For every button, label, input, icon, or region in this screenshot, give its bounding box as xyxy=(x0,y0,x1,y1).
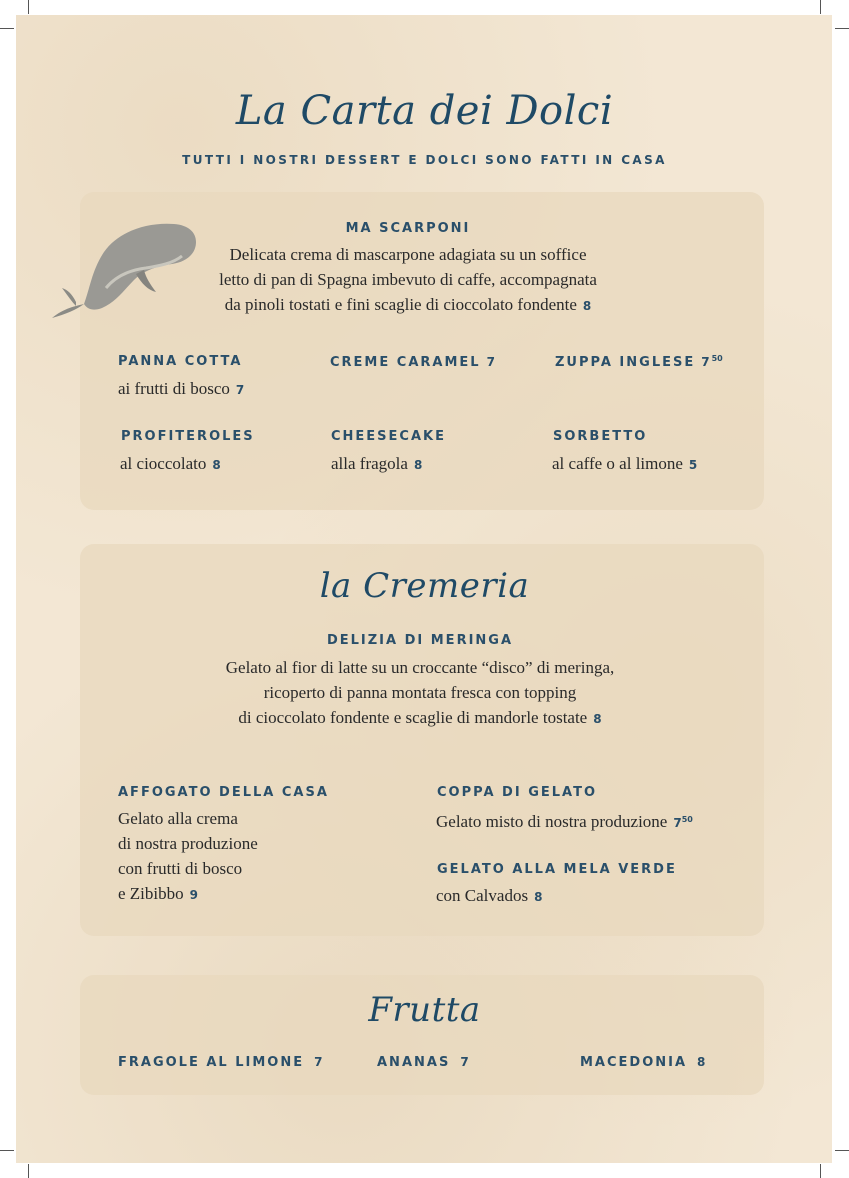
item-name xyxy=(580,1055,707,1070)
crop-mark xyxy=(28,0,29,14)
page-subtitle: TUTTI I NOSTRI DESSERT E DOLCI SONO FATTI IN CASA xyxy=(182,153,667,167)
price: 5 xyxy=(688,458,698,472)
price-cents: 50 xyxy=(711,354,723,363)
item-description: di nostra produzione xyxy=(118,834,258,853)
item-description xyxy=(118,376,244,403)
crop-mark xyxy=(820,0,821,14)
price xyxy=(673,816,693,830)
item-name: PROFITEROLES xyxy=(121,429,255,444)
item-description xyxy=(0,705,840,732)
item-description xyxy=(331,451,422,478)
price: 8 xyxy=(212,458,221,472)
section-title: Frutta xyxy=(368,990,481,1030)
item-name: GELATO ALLA MELA VERDE xyxy=(437,862,677,877)
crop-mark xyxy=(28,1164,29,1178)
price: 7 xyxy=(314,1055,325,1069)
item-description: ricoperto di panna montata fresca con topping xyxy=(263,683,577,702)
item-description-text: da pinoli tostati e fini scaglie di cioccolato fondente xyxy=(224,295,577,314)
item-description: Gelato alla crema xyxy=(118,809,238,828)
item-name: COPPA DI GELATO xyxy=(437,785,597,800)
item-description-text: al cioccolato xyxy=(120,454,207,473)
item-description: Delicata crema di mascarpone adagiata su un soffice xyxy=(229,245,587,264)
price xyxy=(701,355,723,369)
item-description-text: con Calvados xyxy=(436,886,529,905)
price: 8 xyxy=(697,1055,708,1069)
item-name-text: CREME CARAMEL xyxy=(330,355,481,370)
item-description xyxy=(436,883,542,910)
item-name: CHEESECAKE xyxy=(331,429,446,444)
item-description-text: alla fragola xyxy=(331,454,408,473)
item-description xyxy=(436,807,693,836)
item-name xyxy=(118,1055,324,1070)
item-name-text: ZUPPA INGLESE xyxy=(555,355,696,370)
item-name-text: MACEDONIA xyxy=(580,1055,688,1070)
item-name: DELIZIA DI MERINGA xyxy=(326,633,514,648)
item-description-text: ai frutti di bosco xyxy=(118,379,230,398)
crop-mark xyxy=(0,1150,14,1151)
item-description: Gelato al fior di latte su un croccante “disco” di meringa, xyxy=(225,658,615,677)
item-name: AFFOGATO DELLA CASA xyxy=(118,785,329,800)
item-description-text: di cioccolato fondente e scaglie di mandorle tostate xyxy=(238,708,588,727)
section-title: la Cremeria xyxy=(319,566,530,606)
item-name: MA SCARPONI xyxy=(345,221,471,236)
crop-mark xyxy=(820,1164,821,1178)
item-name xyxy=(555,354,723,370)
item-description-text: e Zibibbo xyxy=(118,884,184,903)
item-description: con frutti di bosco xyxy=(118,859,243,878)
crop-mark xyxy=(835,1150,849,1151)
item-name xyxy=(330,355,497,370)
item-description xyxy=(118,881,198,908)
price-units: 7 xyxy=(701,355,712,369)
price: 8 xyxy=(534,890,543,904)
price: 7 xyxy=(460,1055,471,1069)
crop-mark xyxy=(0,28,14,29)
price: 8 xyxy=(582,299,592,313)
item-name-text: FRAGOLE AL LIMONE xyxy=(118,1055,305,1070)
crop-mark xyxy=(835,28,849,29)
price: 7 xyxy=(486,355,497,369)
item-description xyxy=(0,292,816,319)
item-name xyxy=(377,1055,471,1070)
item-description-text: al caffe o al limone xyxy=(552,454,683,473)
price-cents: 50 xyxy=(681,815,693,824)
item-description-text: Gelato misto di nostra produzione xyxy=(436,812,668,831)
item-description: letto di pan di Spagna imbevuto di caffe, accompagnata xyxy=(219,270,597,289)
price-units: 7 xyxy=(673,816,682,830)
price: 8 xyxy=(593,712,602,726)
item-name: SORBETTO xyxy=(553,429,648,444)
page-title: La Carta dei Dolci xyxy=(235,88,614,134)
item-description xyxy=(120,451,221,478)
price: 9 xyxy=(189,888,198,902)
item-description xyxy=(552,451,697,478)
price: 8 xyxy=(413,458,423,472)
item-name: PANNA COTTA xyxy=(118,354,243,369)
item-name-text: ANANAS xyxy=(377,1055,451,1070)
price: 7 xyxy=(235,383,245,397)
